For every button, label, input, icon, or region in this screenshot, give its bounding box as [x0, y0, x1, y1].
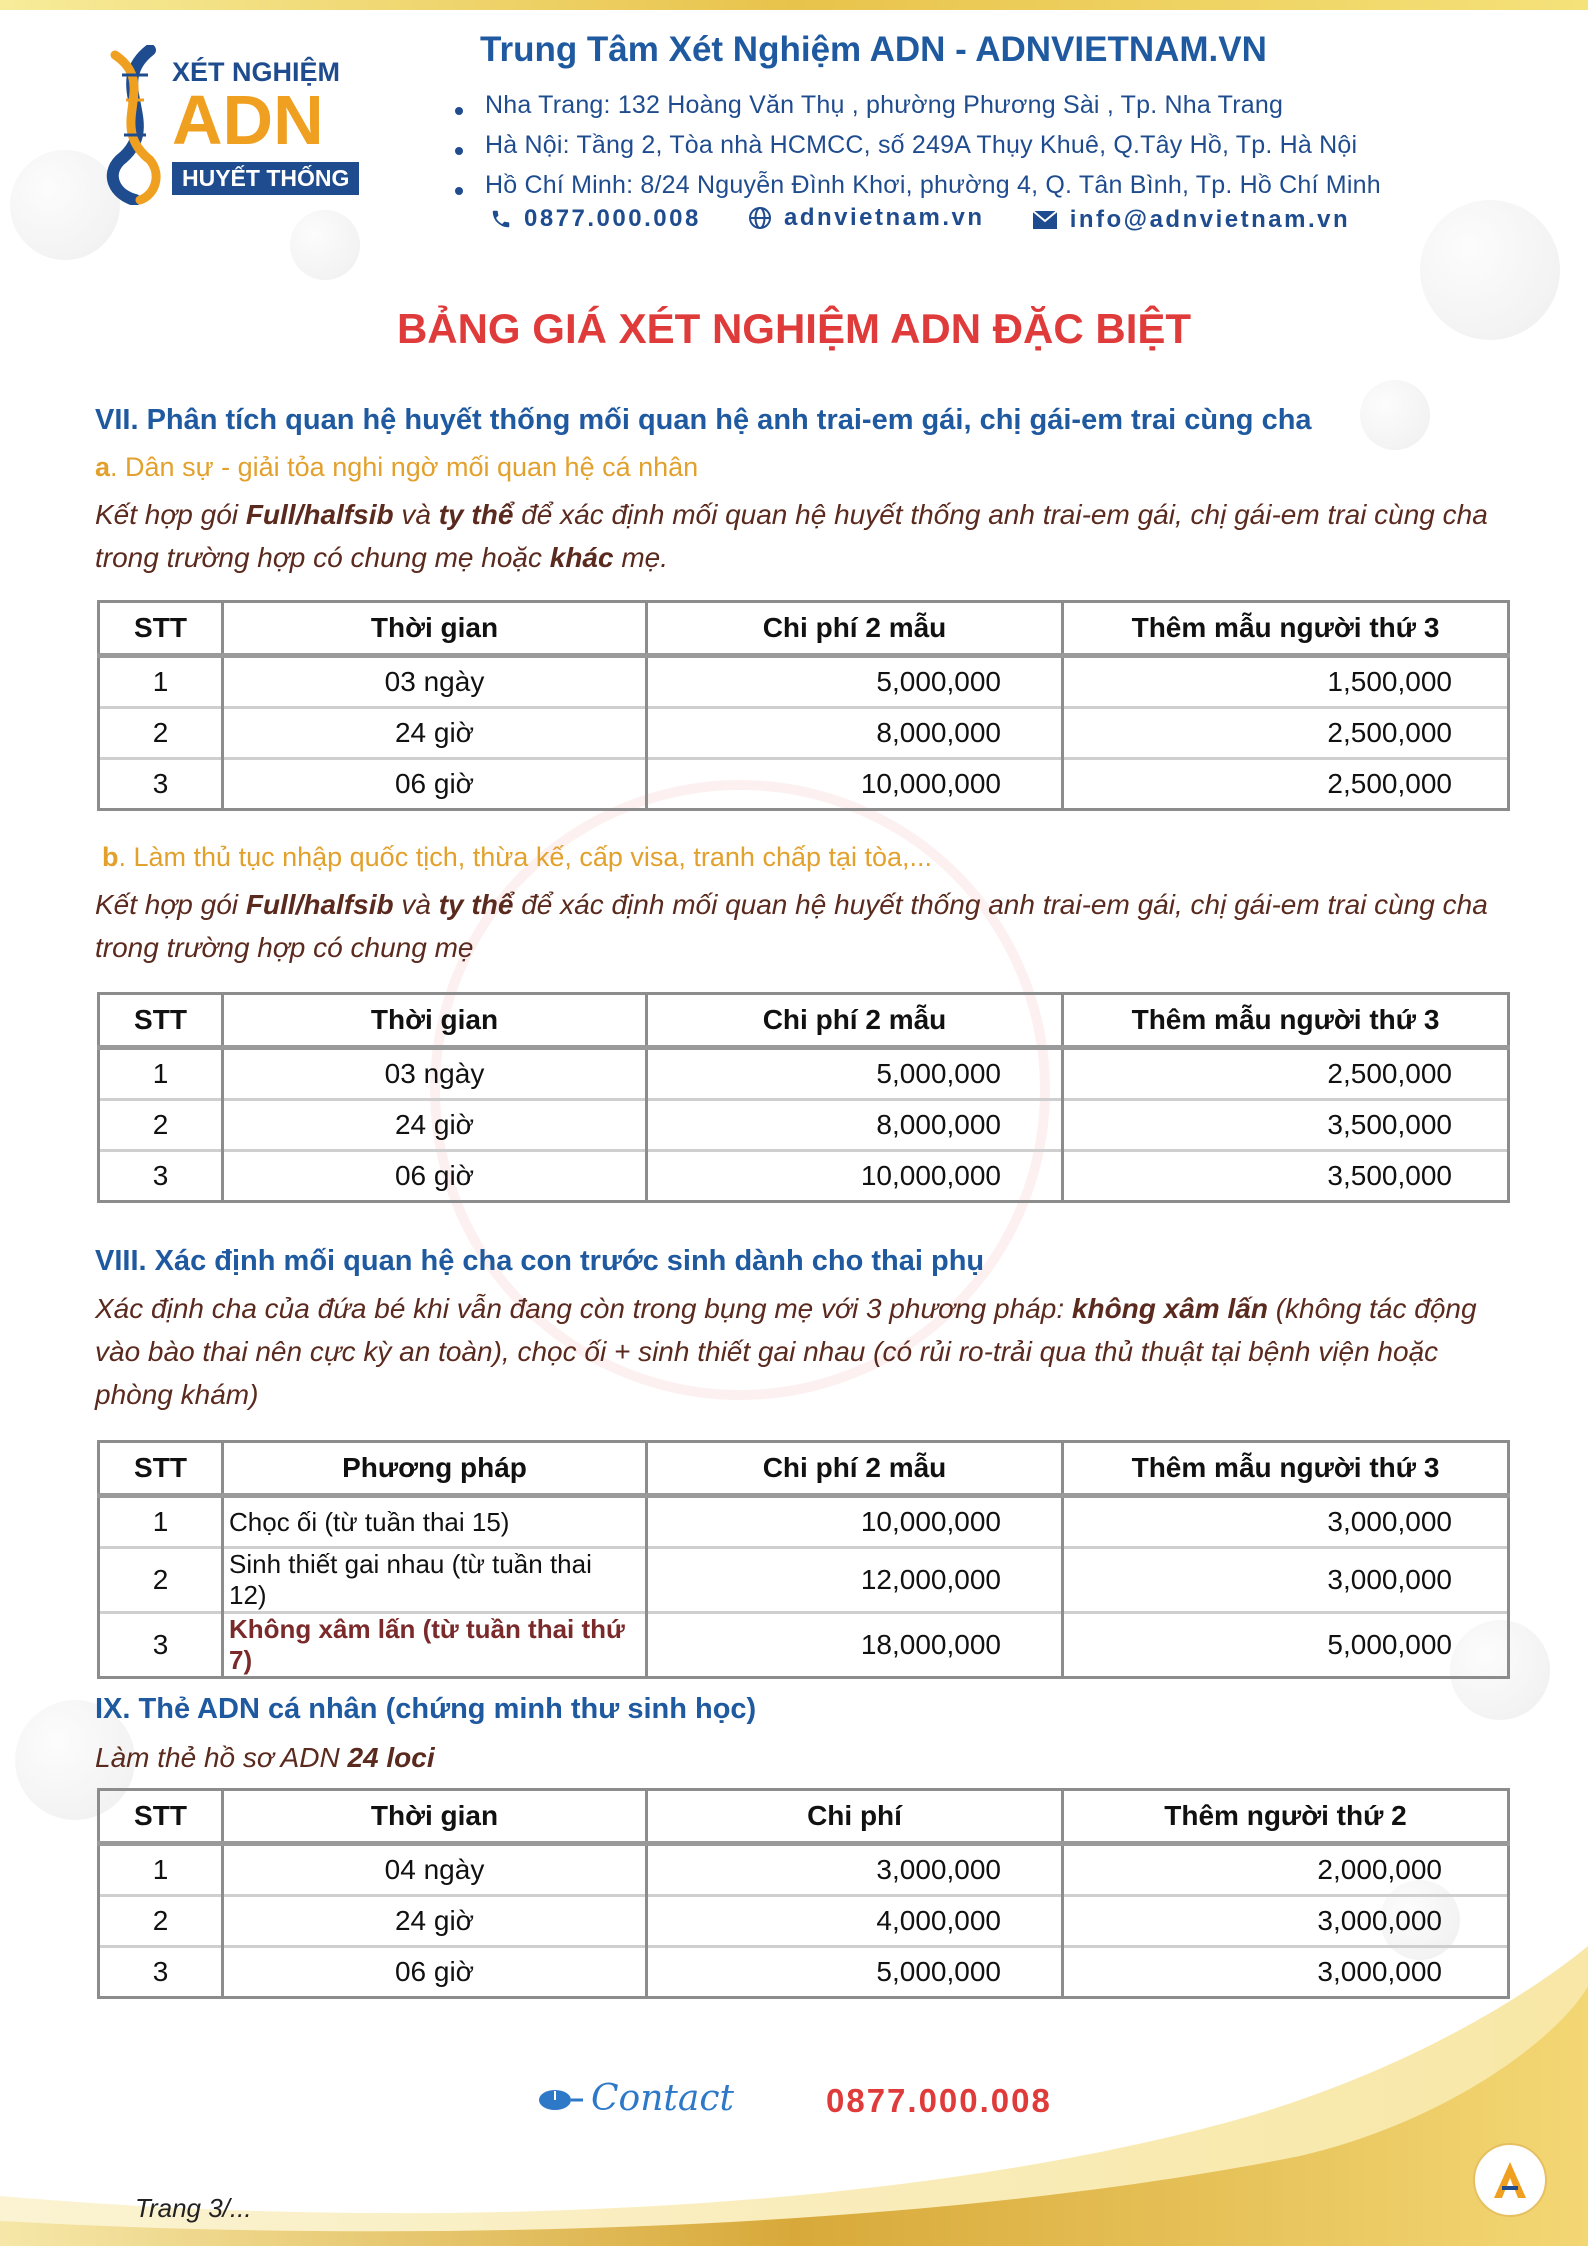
cell-time: 03 ngày: [223, 656, 647, 708]
mouse-icon: [537, 2086, 583, 2112]
para-bold: 24 loci: [347, 1742, 435, 1773]
email-link[interactable]: [1032, 206, 1350, 234]
cell-extra: 3,500,000: [1063, 1100, 1509, 1151]
cell-stt: 1: [99, 1048, 223, 1100]
center-title: Trung Tâm Xét Nghiệm ADN - ADNVIETNAM.VN: [480, 30, 1267, 69]
cell-extra: 1,500,000: [1063, 656, 1509, 708]
section-vii-a-paragraph: [95, 493, 1515, 579]
sub-letter: b: [102, 842, 119, 872]
address-item-ha-noi: Hà Nội: Tầng 2, Tòa nhà HCMCC, số 249A Thụy Khuê, Q.Tây Hồ, Tp. Hà Nội: [455, 125, 1381, 165]
cell-cost: 12,000,000: [647, 1548, 1063, 1613]
header-website-text: adnvietnam.vn: [783, 204, 985, 231]
para-bold: không xâm lấn: [1071, 1293, 1268, 1324]
cell-cost: 5,000,000: [647, 1048, 1063, 1100]
table-header-row: [99, 1442, 1509, 1496]
section-vii-a-subheading: [95, 452, 698, 483]
cell-extra: 5,000,000: [1063, 1613, 1509, 1678]
para-bold: khác: [549, 542, 614, 573]
logo-text-adn: ADN: [172, 81, 324, 159]
website-link[interactable]: [748, 204, 985, 232]
cell-stt: 2: [99, 708, 223, 759]
price-table-vii-a: [97, 600, 1510, 811]
section-ix-heading: IX. Thẻ ADN cá nhân (chứng minh thư sinh học): [95, 1693, 757, 1725]
brand-logo: [100, 45, 380, 205]
contact-row: [490, 204, 1388, 237]
section-vii-b-subheading: [102, 842, 932, 873]
cell-stt: 1: [99, 1844, 223, 1896]
cell-stt: 1: [99, 1496, 223, 1548]
address-item-ho-chi-minh: Hồ Chí Minh: 8/24 Nguyễn Đình Khơi, phường 4, Q. Tân Bình, Tp. Hồ Chí Minh: [455, 165, 1381, 205]
para-bold: ty thể: [438, 889, 514, 920]
header-method: Phương pháp: [223, 1442, 647, 1496]
cell-stt: 3: [99, 1151, 223, 1202]
cell-time: 24 giờ: [223, 708, 647, 759]
table-row: [99, 1151, 1509, 1202]
header-stt: STT: [99, 1442, 223, 1496]
para-bold: ty thể: [438, 499, 514, 530]
header-cost: Chi phí 2 mẫu: [647, 602, 1063, 656]
bg-bubble: [290, 210, 360, 280]
cell-cost: 5,000,000: [647, 1947, 1063, 1998]
cell-extra: 2,500,000: [1063, 759, 1509, 810]
cell-stt: 2: [99, 1896, 223, 1947]
cell-time: 04 ngày: [223, 1844, 647, 1896]
cell-cost: 4,000,000: [647, 1896, 1063, 1947]
header-time: Thời gian: [223, 1790, 647, 1844]
cell-extra: 2,500,000: [1063, 708, 1509, 759]
footer-phone[interactable]: 0877.000.008: [826, 2082, 1052, 2119]
cell-cost: 8,000,000: [647, 1100, 1063, 1151]
table-row: [99, 708, 1509, 759]
cell-extra: 2,000,000: [1063, 1844, 1509, 1896]
sub-title: . Dân sự - giải tỏa nghi ngờ mối quan hệ cá nhân: [110, 452, 699, 482]
header-cost: Chi phí: [647, 1790, 1063, 1844]
cell-method: Sinh thiết gai nhau (từ tuần thai 12): [223, 1548, 647, 1613]
cell-stt: 2: [99, 1100, 223, 1151]
cell-stt: 3: [99, 759, 223, 810]
table-row: [99, 1100, 1509, 1151]
header-cost: Chi phí 2 mẫu: [647, 994, 1063, 1048]
cell-method: Chọc ối (từ tuần thai 15): [223, 1496, 647, 1548]
cell-time: 06 giờ: [223, 1947, 647, 1998]
para-text: Làm thẻ hồ sơ ADN: [95, 1742, 348, 1773]
cell-extra: 3,000,000: [1063, 1548, 1509, 1613]
header-email-text: info@adnvietnam.vn: [1069, 206, 1351, 233]
cell-stt: 3: [99, 1613, 223, 1678]
header-stt: STT: [99, 1790, 223, 1844]
header-extra: Thêm mẫu người thứ 3: [1063, 994, 1509, 1048]
header-phone-text: 0877.000.008: [524, 205, 701, 232]
header-extra: Thêm mẫu người thứ 3: [1063, 1442, 1509, 1496]
section-viii-paragraph: [95, 1287, 1515, 1416]
table-row: [99, 1548, 1509, 1613]
para-text: Kết hợp gói: [95, 889, 246, 920]
para-text: (không tác động vào bào thai nên cực kỳ an toàn), chọc ối + sinh thiết gai nhau (có rủi ro-trải qua thủ thuật tại bệnh viện hoặc phòng khám): [95, 1293, 1477, 1410]
contact-script-text: Contact: [591, 2078, 734, 2119]
para-text: và: [393, 499, 439, 530]
section-ix-paragraph: [95, 1736, 1515, 1779]
para-bold: Full/halfsib: [245, 889, 394, 920]
cell-extra: 3,000,000: [1063, 1496, 1509, 1548]
para-text: và: [393, 889, 439, 920]
footer-contact[interactable]: [537, 2078, 734, 2119]
header-cost: Chi phí 2 mẫu: [647, 1442, 1063, 1496]
table-row: [99, 656, 1509, 708]
table-header-row: [99, 602, 1509, 656]
address-list: [455, 85, 1381, 205]
cell-cost: 5,000,000: [647, 656, 1063, 708]
section-vii-b-paragraph: [95, 883, 1515, 969]
phone-link[interactable]: [490, 205, 701, 233]
section-vii-heading: VII. Phân tích quan hệ huyết thống mối quan hệ anh trai-em gái, chị gái-em trai cùng cha: [95, 404, 1312, 436]
cell-stt: 2: [99, 1548, 223, 1613]
bg-bubble: [1360, 380, 1430, 450]
address-item-nha-trang: Nha Trang: 132 Hoàng Văn Thụ , phường Phương Sài , Tp. Nha Trang: [455, 85, 1381, 125]
header-time: Thời gian: [223, 994, 647, 1048]
table-row: [99, 1844, 1509, 1896]
dna-helix-icon: [100, 45, 170, 205]
price-table-viii: [97, 1440, 1510, 1679]
header-stt: STT: [99, 994, 223, 1048]
header-extra: Thêm mẫu người thứ 3: [1063, 602, 1509, 656]
table-header-row: [99, 1790, 1509, 1844]
sub-title: . Làm thủ tục nhập quốc tịch, thừa kế, cấp visa, tranh chấp tại tòa,...: [118, 842, 933, 872]
mail-icon: [1032, 210, 1058, 230]
corner-logo: [1473, 2143, 1547, 2217]
cell-method: Không xâm lấn (từ tuần thai thứ 7): [223, 1613, 647, 1678]
page-title: BẢNG GIÁ XÉT NGHIỆM ADN ĐẶC BIỆT: [396, 305, 1192, 352]
cell-time: 06 giờ: [223, 1151, 647, 1202]
cell-extra: 3,000,000: [1063, 1896, 1509, 1947]
table-row: [99, 1048, 1509, 1100]
logo-text-bottom: HUYẾT THỐNG: [172, 162, 359, 195]
cell-time: 03 ngày: [223, 1048, 647, 1100]
top-gold-stripe: [0, 0, 1588, 10]
cell-time: 24 giờ: [223, 1100, 647, 1151]
cell-stt: 1: [99, 656, 223, 708]
cell-extra: 3,000,000: [1063, 1947, 1509, 1998]
table-row: [99, 1896, 1509, 1947]
para-text: Xác định cha của đứa bé khi vẫn đang còn trong bụng mẹ với 3 phương pháp:: [95, 1293, 1072, 1324]
para-text: Kết hợp gói: [95, 499, 246, 530]
para-text: để xác định mối quan hệ huyết thống anh trai-em gái, chị gái-em trai cùng cha trong trường hợp có chung mẹ hoặc: [95, 499, 1488, 573]
para-text: để xác định mối quan hệ huyết thống anh trai-em gái, chị gái-em trai cùng cha trong trường hợp có chung mẹ: [95, 889, 1488, 963]
phone-icon: [490, 208, 512, 230]
para-bold: Full/halfsib: [245, 499, 394, 530]
cell-cost: 3,000,000: [647, 1844, 1063, 1896]
table-row: [99, 1613, 1509, 1678]
cell-cost: 10,000,000: [647, 1151, 1063, 1202]
cell-cost: 18,000,000: [647, 1613, 1063, 1678]
cell-cost: 8,000,000: [647, 708, 1063, 759]
sub-letter: a: [95, 452, 111, 482]
header-extra: Thêm người thứ 2: [1063, 1790, 1509, 1844]
para-text: mẹ.: [613, 542, 669, 573]
cell-cost: 10,000,000: [647, 1496, 1063, 1548]
section-viii-heading: VIII. Xác định mối quan hệ cha con trước sinh dành cho thai phụ: [95, 1245, 985, 1277]
table-row: [99, 1496, 1509, 1548]
table-header-row: [99, 994, 1509, 1048]
cell-time: 24 giờ: [223, 1896, 647, 1947]
cell-stt: 3: [99, 1947, 223, 1998]
globe-icon: [748, 206, 772, 230]
logo-text-top: XÉT NGHIỆM: [172, 57, 341, 87]
table-row: [99, 759, 1509, 810]
cell-extra: 2,500,000: [1063, 1048, 1509, 1100]
price-table-vii-b: [97, 992, 1510, 1203]
header-time: Thời gian: [223, 602, 647, 656]
cell-time: 06 giờ: [223, 759, 647, 810]
cell-extra: 3,500,000: [1063, 1151, 1509, 1202]
letter-a-logo-icon: [1488, 2158, 1532, 2202]
page-number: Trang 3/...: [135, 2193, 252, 2223]
header-stt: STT: [99, 602, 223, 656]
cell-cost: 10,000,000: [647, 759, 1063, 810]
